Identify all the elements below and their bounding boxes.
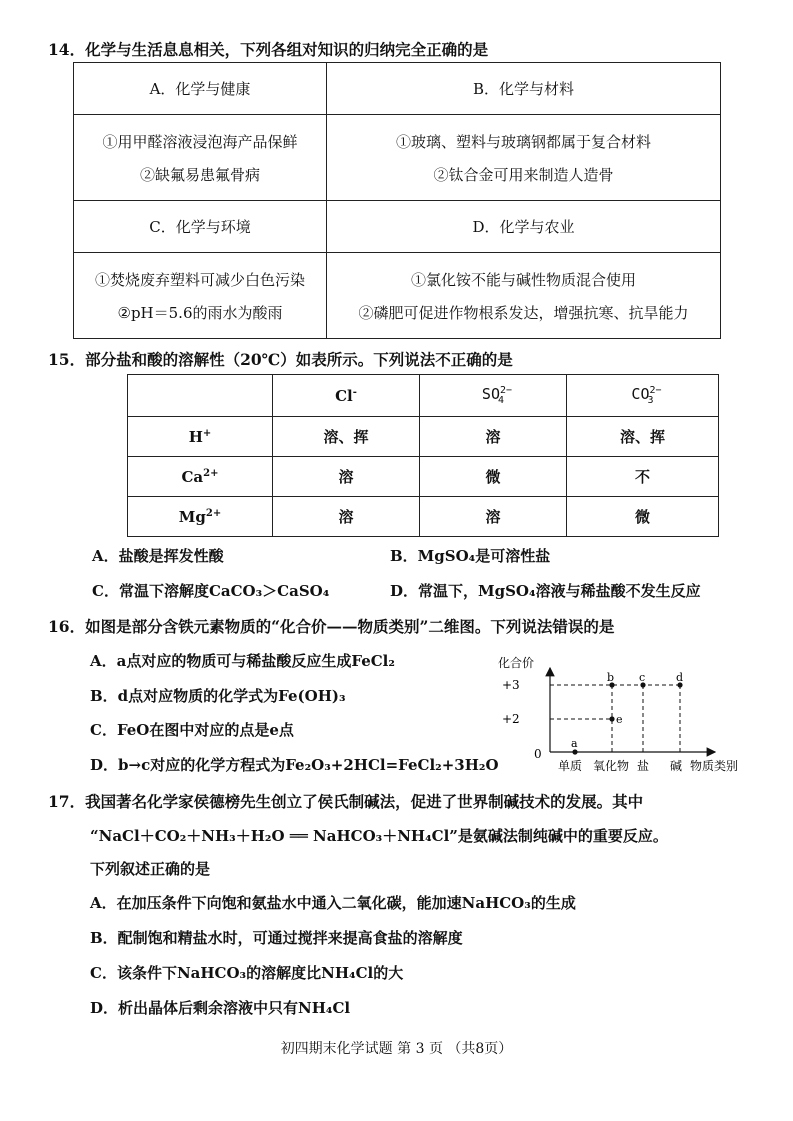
q15-col-co3: $CO^{2-}_3$ — [567, 375, 719, 417]
q15-mg-so4: 溶 — [420, 497, 567, 537]
point-a — [572, 749, 577, 754]
q14-stem: 14．化学与生活息息相关，下列各组对知识的归纳完全正确的是 — [48, 40, 489, 59]
q14-a-title: A．化学与健康 — [74, 63, 327, 115]
q15-corner — [128, 375, 273, 417]
xcat-salt: 盐 — [637, 759, 650, 773]
q15-option-a: A．盐酸是挥发性酸 — [92, 547, 224, 565]
q15-col-cl: Cl- — [273, 375, 420, 417]
q15-option-b: B．MgSO₄是可溶性盐 — [390, 547, 551, 565]
q15-ca-so4: 微 — [420, 457, 567, 497]
q17-option-a: A．在加压条件下向饱和氨盐水中通入二氧化碳，能加速NaHCO₃的生成 — [90, 894, 576, 912]
q17-question-line: 下列叙述正确的是 — [90, 860, 211, 878]
q17-stem: 17．我国著名化学家侯德榜先生创立了侯氏制碱法，促进了世界制碱技术的发展。其中 — [48, 792, 644, 811]
q16-option-d: D．b→c对应的化学方程式为Fe₂O₃+2HCl=FeCl₂+3H₂O — [90, 756, 499, 774]
q17-option-b: B．配制饱和精盐水时，可通过搅拌来提高食盐的溶解度 — [90, 929, 463, 947]
q15-h-co3: 溶、挥 — [567, 417, 719, 457]
q14-table — [73, 62, 721, 339]
q14-c-body — [74, 253, 327, 339]
q15-h-cl: 溶、挥 — [273, 417, 420, 457]
xcat-element: 单质 — [558, 759, 583, 773]
point-e — [609, 716, 614, 721]
q15-ca-co3: 不 — [567, 457, 719, 497]
q14-b-item1: ①玻璃、塑料与玻璃钢都属于复合材料 — [395, 132, 651, 151]
q17-option-c: C．该条件下NaHCO₃的溶解度比NH₄Cl的大 — [90, 964, 404, 982]
q16-stem: 16．如图是部分含铁元素物质的“化合价——物质类别”二维图。下列说法错误的是 — [48, 617, 615, 636]
q15-h-so4: 溶 — [420, 417, 567, 457]
point-d-label: d — [676, 671, 684, 684]
point-e-label: e — [616, 713, 623, 726]
x-axis-label: 物质类别 — [690, 759, 739, 773]
y-axis-label: 化合价 — [498, 656, 535, 670]
q14-b-title: B．化学与材料 — [327, 63, 721, 115]
q14-c-item1: ①焚烧废弃塑料可减少白色污染 — [94, 270, 305, 289]
q15-table — [127, 374, 719, 537]
q14-b-item2: ②钛合金可用来制造人造骨 — [433, 165, 614, 184]
tick-zero: 0 — [534, 747, 542, 761]
xcat-base: 碱 — [670, 759, 683, 773]
tick-plus3: +3 — [502, 678, 520, 692]
q14-a-item2: ②缺氟易患氟骨病 — [139, 165, 260, 184]
q14-d-item1: ①氯化铵不能与碱性物质混合使用 — [410, 270, 636, 289]
q15-row-ca: $Ca^{2+}$ — [128, 457, 273, 497]
q17-equation-line: “NaCl＋CO₂＋NH₃＋H₂O ══ NaHCO₃＋NH₄Cl”是氨碱法制纯碱中的重要反应。 — [90, 827, 668, 845]
q15-row-h: H+ — [128, 417, 273, 457]
q14-d-body — [327, 253, 721, 339]
q14-b-body — [327, 115, 721, 201]
point-b-label: b — [607, 671, 615, 684]
point-a-label: a — [571, 737, 578, 750]
q14-a-body — [74, 115, 327, 201]
q16-option-b: B．d点对应物质的化学式为Fe(OH)₃ — [90, 687, 346, 705]
point-c-label: c — [639, 671, 646, 684]
tick-plus2: +2 — [502, 712, 520, 726]
q15-mg-cl: 溶 — [273, 497, 420, 537]
q15-row-mg: $Mg^{2+}$ — [128, 497, 273, 537]
q16-option-a: A．a点对应的物质可与稀盐酸反应生成FeCl₂ — [90, 652, 395, 670]
q14-d-item2: ②磷肥可促进作物根系发达，增强抗寒、抗旱能力 — [358, 303, 689, 322]
xcat-oxide: 氧化物 — [593, 759, 630, 773]
q16-option-c: C．FeO在图中对应的点是e点 — [90, 721, 294, 739]
q16-valence-graph — [490, 648, 750, 776]
q15-stem: 15．部分盐和酸的溶解性（20℃）如表所示。下列说法不正确的是 — [48, 350, 513, 369]
q15-ca-cl: 溶 — [273, 457, 420, 497]
q15-mg-co3: 微 — [567, 497, 719, 537]
q14-c-item2: ②pH＝5.6的雨水为酸雨 — [117, 303, 283, 322]
q15-option-c: C．常温下溶解度CaCO₃＞CaSO₄ — [92, 582, 330, 600]
q14-d-title: D．化学与农业 — [327, 201, 721, 253]
q14-c-title: C．化学与环境 — [74, 201, 327, 253]
page-footer: 初四期末化学试题 第 3 页 （共8页） — [280, 1041, 513, 1057]
q17-option-d: D．析出晶体后剩余溶液中只有NH₄Cl — [90, 999, 351, 1017]
q14-a-item1: ①用甲醛溶液浸泡海产品保鲜 — [102, 132, 298, 151]
q15-col-so4: $SO^{2-}_4$ — [420, 375, 567, 417]
q15-option-d: D．常温下，MgSO₄溶液与稀盐酸不发生反应 — [390, 582, 701, 600]
